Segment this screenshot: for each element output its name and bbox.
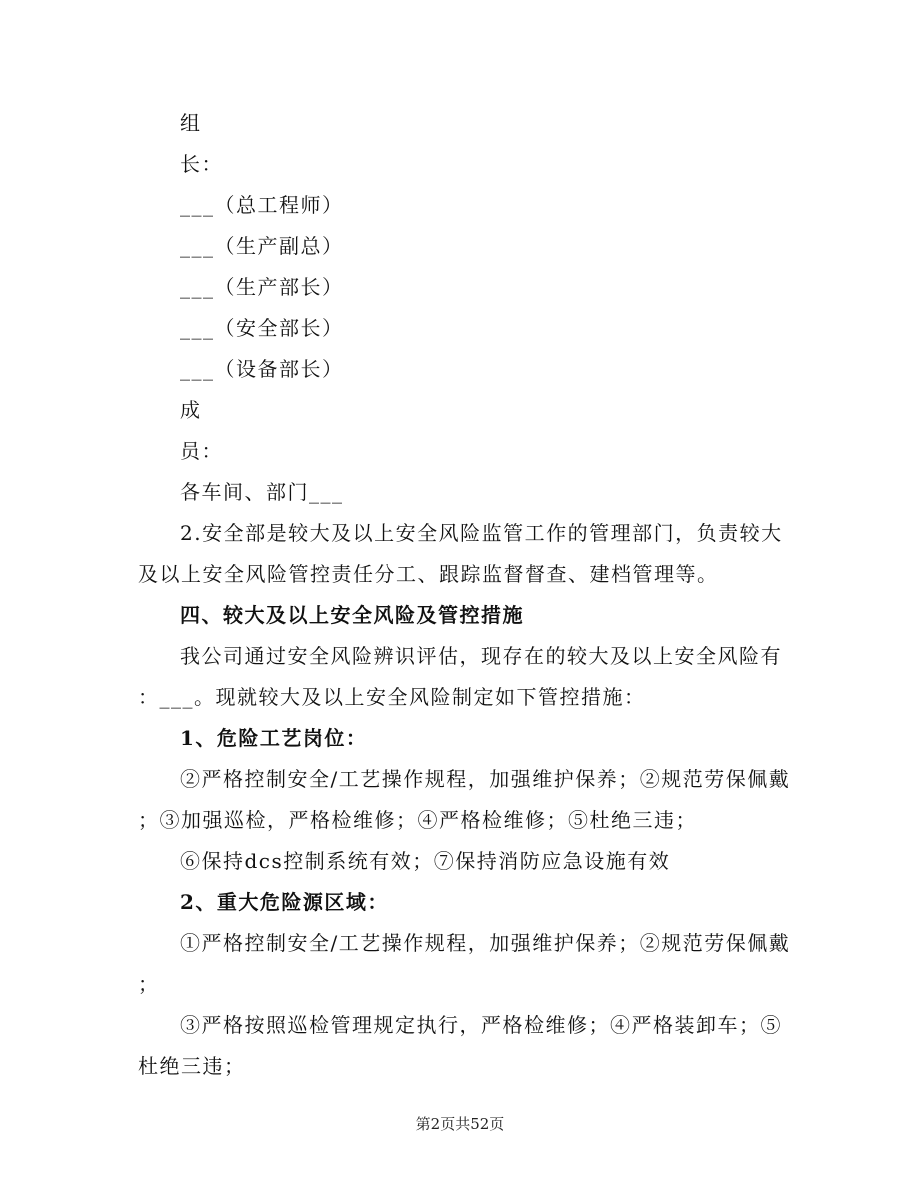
- subsection-heading: 1、危险工艺岗位：: [180, 726, 368, 750]
- section-heading: 四、较大及以上安全风险及管控措施: [180, 603, 524, 627]
- page-number-footer: 第2页共52页: [415, 1115, 505, 1133]
- text-line: ；: [138, 972, 160, 996]
- text-line: 成: [180, 398, 202, 422]
- text-line: 2.安全部是较大及以上安全风险监管工作的管理部门，负责较大: [180, 521, 783, 545]
- text-line: ②严格控制安全/工艺操作规程，加强维护保养；②规范劳保佩戴: [180, 767, 791, 791]
- subsection-heading: 2、重大危险源区域：: [180, 890, 389, 914]
- text-line: ：___。现就较大及以上安全风险制定如下管控措施：: [138, 685, 646, 709]
- text-line: ___（安全部长）: [180, 316, 344, 340]
- text-line: ___（生产部长）: [180, 275, 344, 299]
- text-line: ⑥保持dcs控制系统有效；⑦保持消防应急设施有效: [180, 849, 671, 873]
- text-line: ___（生产副总）: [180, 234, 344, 258]
- text-line: 长：: [180, 152, 223, 176]
- text-line: ___（总工程师）: [180, 193, 344, 217]
- text-line: 员：: [180, 439, 223, 463]
- text-line: 我公司通过安全风险辨识评估，现存在的较大及以上安全风险有: [180, 644, 782, 668]
- text-line: ___（设备部长）: [180, 357, 344, 381]
- text-line: ①严格控制安全/工艺操作规程，加强维护保养；②规范劳保佩戴: [180, 931, 791, 955]
- text-line: ③严格按照巡检管理规定执行，严格检维修；④严格装卸车；⑤: [180, 1013, 782, 1037]
- text-line: ；③加强巡检，严格检维修；④严格检维修；⑤杜绝三违；: [138, 808, 697, 832]
- text-line: 组: [180, 111, 202, 135]
- text-line: 各车间、部门___: [180, 480, 344, 504]
- text-line: 及以上安全风险管控责任分工、跟踪监督督查、建档管理等。: [138, 562, 719, 586]
- text-line: 杜绝三违；: [138, 1054, 246, 1078]
